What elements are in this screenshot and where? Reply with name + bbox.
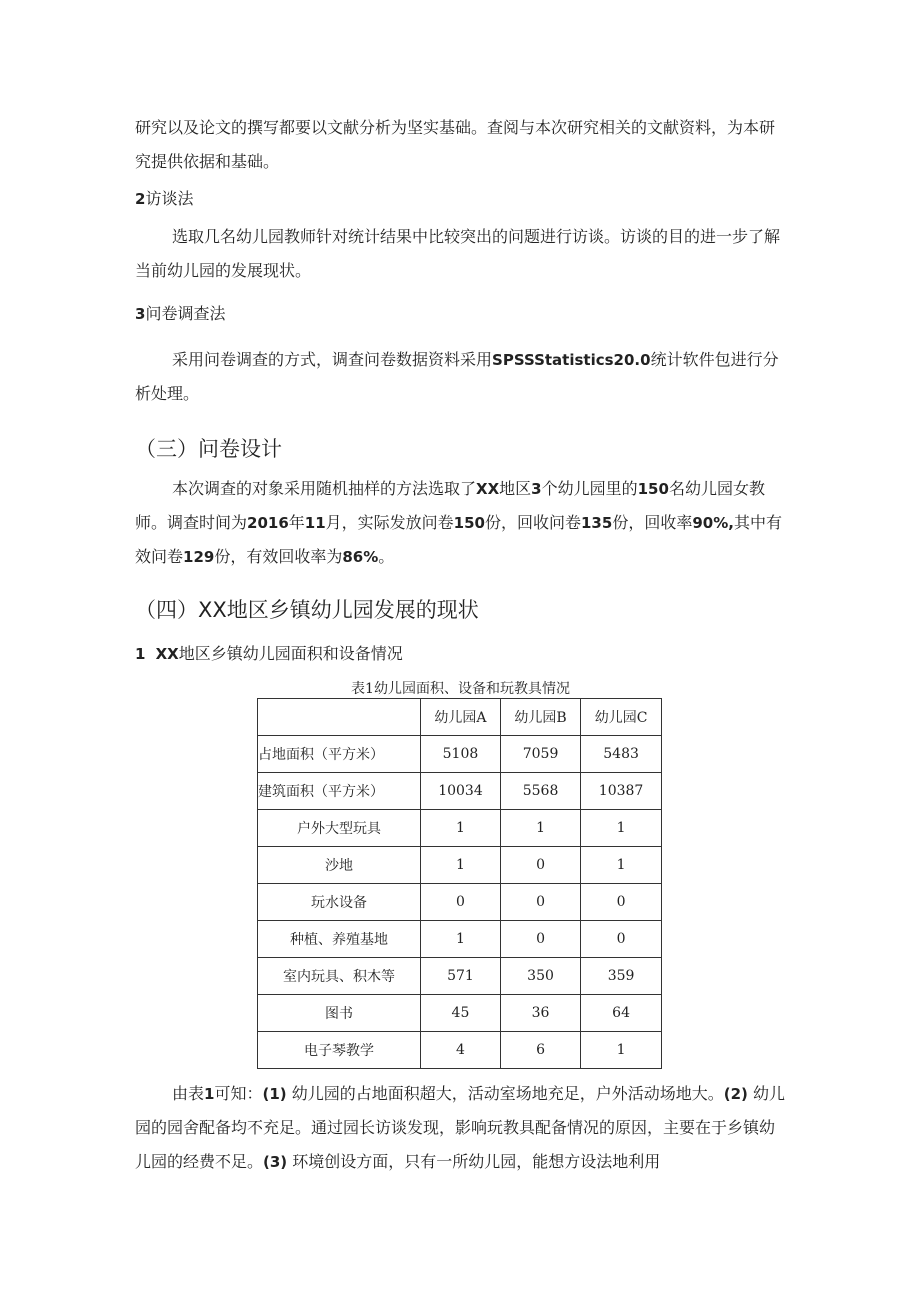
paragraph-analysis: 由表1可知：(1) 幼儿园的占地面积超大，活动室场地充足，户外活动场地大。(2) 幼儿园的园舍配备均不充足。通过园长访谈发现，影响玩教具配备情况的原因，主要在于乡镇幼儿园的经费不足。(3) 环境创设方面，只有一所幼儿园，能想方设法地利用 <box>135 1084 785 1171</box>
table-row-label: 沙地 <box>258 847 421 884</box>
table-header-cell: 幼儿园C <box>581 699 662 736</box>
table-row-label: 建筑面积（平方米） <box>258 773 421 810</box>
table-row <box>258 810 662 847</box>
table-cell: 359 <box>581 958 662 995</box>
table-cell: 1 <box>500 810 580 847</box>
table-header-cell <box>258 699 421 736</box>
table-row <box>258 1032 662 1069</box>
table-cell: 5108 <box>421 736 501 773</box>
table-cell: 0 <box>581 884 662 921</box>
paragraph-literature: 研究以及论文的撰写都要以文献分析为坚实基础。查阅与本次研究相关的文献资料，为本研究提供依据和基础。 <box>135 118 776 171</box>
table-row-label: 玩水设备 <box>258 884 421 921</box>
table-cell: 0 <box>500 921 580 958</box>
section-title-questionnaire-design: （三）问卷设计 <box>135 437 282 461</box>
table-cell: 5483 <box>581 736 662 773</box>
table-cell: 350 <box>500 958 580 995</box>
table-cell: 10034 <box>421 773 501 810</box>
table-cell: 1 <box>581 847 662 884</box>
table-row <box>258 736 662 773</box>
table-cell: 0 <box>500 884 580 921</box>
table-row <box>258 995 662 1032</box>
table-cell: 0 <box>421 884 501 921</box>
kindergarten-table <box>257 698 662 1069</box>
table-cell: 1 <box>421 847 501 884</box>
paragraph-interview: 选取几名幼儿园教师针对统计结果中比较突出的问题进行访谈。访谈的目的进一步了解当前幼儿园的发展现状。 <box>135 227 781 280</box>
table-cell: 1 <box>421 921 501 958</box>
paragraph-questionnaire: 采用问卷调查的方式，调查问卷数据资料采用SPSSStatistics20.0统计软件包进行分析处理。 <box>135 350 779 403</box>
table-cell: 45 <box>421 995 501 1032</box>
table-cell: 0 <box>500 847 580 884</box>
table-row <box>258 847 662 884</box>
table-cell: 1 <box>421 810 501 847</box>
subheading-area-equipment: 1 XX地区乡镇幼儿园面积和设备情况 <box>135 644 403 663</box>
table-row-label: 户外大型玩具 <box>258 810 421 847</box>
table-header-row <box>258 699 662 736</box>
table-row-label: 图书 <box>258 995 421 1032</box>
table-header-cell: 幼儿园B <box>500 699 580 736</box>
table-row <box>258 921 662 958</box>
table-cell: 0 <box>581 921 662 958</box>
section-title-current-status: （四）XX地区乡镇幼儿园发展的现状 <box>135 598 479 622</box>
heading-interview: 2访谈法 <box>135 189 194 208</box>
table-header-cell: 幼儿园A <box>421 699 501 736</box>
paragraph-survey: 本次调查的对象采用随机抽样的方法选取了XX地区3个幼儿园里的150名幼儿园女教师。调查时间为2016年11月，实际发放问卷150份，回收问卷135份，回收率90%,其中有效问卷129份，有效回收率为86%。 <box>135 479 782 566</box>
table-row-label: 占地面积（平方米） <box>258 736 421 773</box>
table-row-label: 种植、养殖基地 <box>258 921 421 958</box>
heading-questionnaire: 3问卷调查法 <box>135 304 226 323</box>
table-cell: 5568 <box>500 773 580 810</box>
table-cell: 571 <box>421 958 501 995</box>
table-cell: 4 <box>421 1032 501 1069</box>
table-cell: 10387 <box>581 773 662 810</box>
table-cell: 1 <box>581 810 662 847</box>
table-cell: 36 <box>500 995 580 1032</box>
table-row <box>258 884 662 921</box>
table-cell: 6 <box>500 1032 580 1069</box>
table-cell: 1 <box>581 1032 662 1069</box>
table-row-label: 电子琴教学 <box>258 1032 421 1069</box>
table-row <box>258 958 662 995</box>
table-row <box>258 773 662 810</box>
table-cell: 64 <box>581 995 662 1032</box>
table-cell: 7059 <box>500 736 580 773</box>
table-caption: 表1幼儿园面积、设备和玩教具情况 <box>351 681 570 697</box>
table-row-label: 室内玩具、积木等 <box>258 958 421 995</box>
